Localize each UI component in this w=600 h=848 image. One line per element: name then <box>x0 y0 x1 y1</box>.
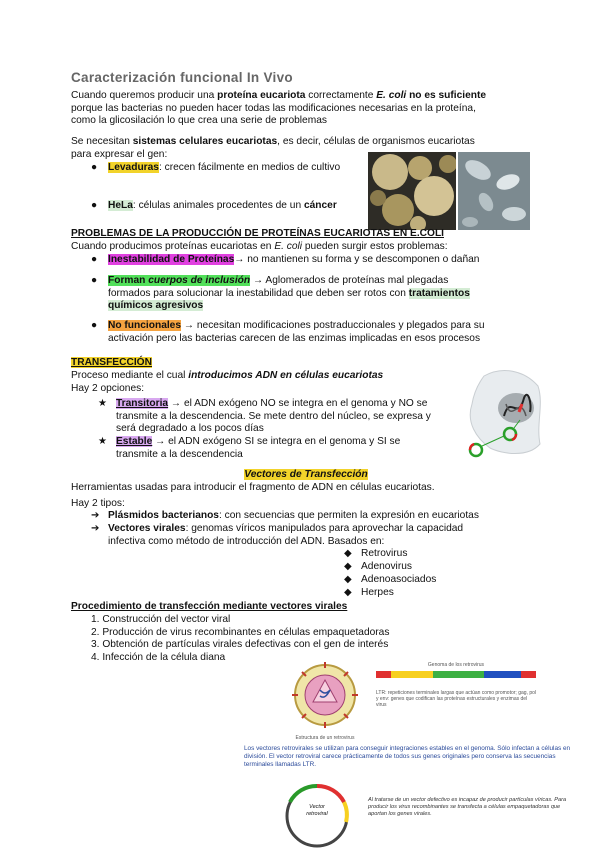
genome-title: Genoma de los retrovirus <box>427 662 485 668</box>
list-item: Plásmidos bacterianos: con secuencias que permiten la expresión en eucariotas <box>108 510 479 521</box>
list-item: HeLa: células animales procedentes de un cáncer <box>108 200 337 211</box>
bullet-dot: ● <box>91 200 98 211</box>
problemas-heading: PROBLEMAS DE LA PRODUCCIÓN DE PROTEÍNAS EUCARIOTAS EN E.COLI <box>71 228 444 239</box>
vectores-intro: Herramientas usadas para introducir el fragmento de ADN en células eucariotas. Hay 2 tipos: <box>71 482 435 509</box>
transfection-diagram <box>462 364 544 464</box>
list-item: Vectores virales: genomas víricos manipulados para aprovechar la capacidad infectiva como método de introducción del ADN. Basados en: <box>108 523 464 547</box>
vector-label: Vector retroviral <box>306 804 328 817</box>
list-item: Estable → el ADN exógeno SI se integra en el genoma y SI se transmite a la descendencia <box>116 436 401 460</box>
page-title: Caracterización funcional In Vivo <box>71 70 293 85</box>
list-item: Herpes <box>361 587 394 598</box>
intro-paragraph: Cuando queremos producir una proteína eucariota correctamente E. coli no es suficiente porque las bacterias no pueden hacer todas las modificaciones necesarias en la proteína, como la glicosilación lo que crea una serie de problemas <box>71 90 487 127</box>
transfeccion-intro: Proceso mediante el cual introducimos ADN en células eucariotas Hay 2 opciones: <box>71 370 384 394</box>
list-item: 4. Infección de la célula diana <box>91 651 226 663</box>
star-icon: ★ <box>98 398 108 409</box>
list-item: Inestabilidad de Proteínas→ no mantienen su forma y se descomponen o dañan <box>108 254 480 265</box>
hela-image <box>458 152 530 230</box>
retrovirus-structure-image <box>290 660 360 741</box>
list-item: No funcionales → necesitan modificaciones postraduccionales y plegados para su activación pero las bacterias carecen de las enzimas implicadas en esos procesos <box>108 320 485 344</box>
list-item: Retrovirus <box>361 548 408 559</box>
star-icon: ★ <box>98 436 108 447</box>
list-item: Adenoasociados <box>361 574 437 585</box>
arrow-icon: ➔ <box>91 510 100 521</box>
genome-map <box>376 662 536 708</box>
bullet-dot: ● <box>91 162 98 173</box>
defective-vector-note: Al tratarse de un vector defectivo es incapaz de producir partículas víricas. Para producir los virus recombinantes se transfecta a células empaquetadoras que aportan los genes virales. <box>368 797 567 817</box>
list-item: 3. Obtención de partículas virales defectivas con el gen de interés <box>91 639 389 651</box>
bullet-dot: ● <box>91 275 98 286</box>
list-item: Adenovirus <box>361 561 412 572</box>
problemas-intro: Cuando producimos proteínas eucariotas en E. coli pueden surgir estos problemas: <box>71 241 448 252</box>
arrow-icon: ➔ <box>91 523 100 534</box>
list-item: 1. Construcción del vector viral <box>91 614 231 625</box>
diamond-icon: ◆ <box>344 587 352 598</box>
bullet-dot: ● <box>91 320 98 331</box>
list-item: 2. Producción de virus recombinantes en células empaquetadoras <box>91 626 390 638</box>
step-list <box>91 614 389 664</box>
yeast-image <box>368 152 456 230</box>
retroviral-vector-map <box>272 772 362 848</box>
genome-caption: LTR: repeticiones terminales largas que actúan como promotor; gag, pol y env: genes que codifican las proteínas estructurales y enzimas del virus <box>376 690 536 708</box>
virion-caption: Estructura de un retrovirus <box>295 734 355 741</box>
bullet-dot: ● <box>91 254 98 265</box>
diamond-icon: ◆ <box>344 548 352 559</box>
transfeccion-heading: TRANSFECCIÓN <box>71 357 152 368</box>
diamond-icon: ◆ <box>344 561 352 572</box>
list-item: Transitoria → el ADN exógeno NO se integra en el genoma y NO se transmite a la descendencia. Se mete dentro del núcleo, se expresa y será degradado a los pocos días <box>116 398 431 435</box>
diamond-icon: ◆ <box>344 574 352 585</box>
procedimiento-heading: Procedimiento de transfección mediante vectores virales <box>71 601 348 612</box>
sistemas-paragraph: Se necesitan sistemas celulares eucariotas, es decir, células de organismos eucariotas para expresar el gen: <box>71 136 475 160</box>
list-item: Levaduras: crecen fácilmente en medios de cultivo <box>108 162 341 173</box>
genome-bar <box>376 671 536 678</box>
retroviral-vectors-note: Los vectores retrovirales se utilizan para conseguir integraciones estables en el genoma. Sólo infectan a células en división. El vector retroviral carece prácticamente de todos sus genes originales pero conserva las secuencias terminales llamadas LTR. <box>244 745 571 768</box>
vectores-heading-row <box>71 469 541 482</box>
list-item: Forman cuerpos de inclusión → Aglomerados de proteínas mal plegadas formados para solucionar la inestabilidad que deben ser rotos con tratamientos químicos agresivos <box>108 275 470 312</box>
vectores-heading: Vectores de Transfección <box>244 469 368 480</box>
